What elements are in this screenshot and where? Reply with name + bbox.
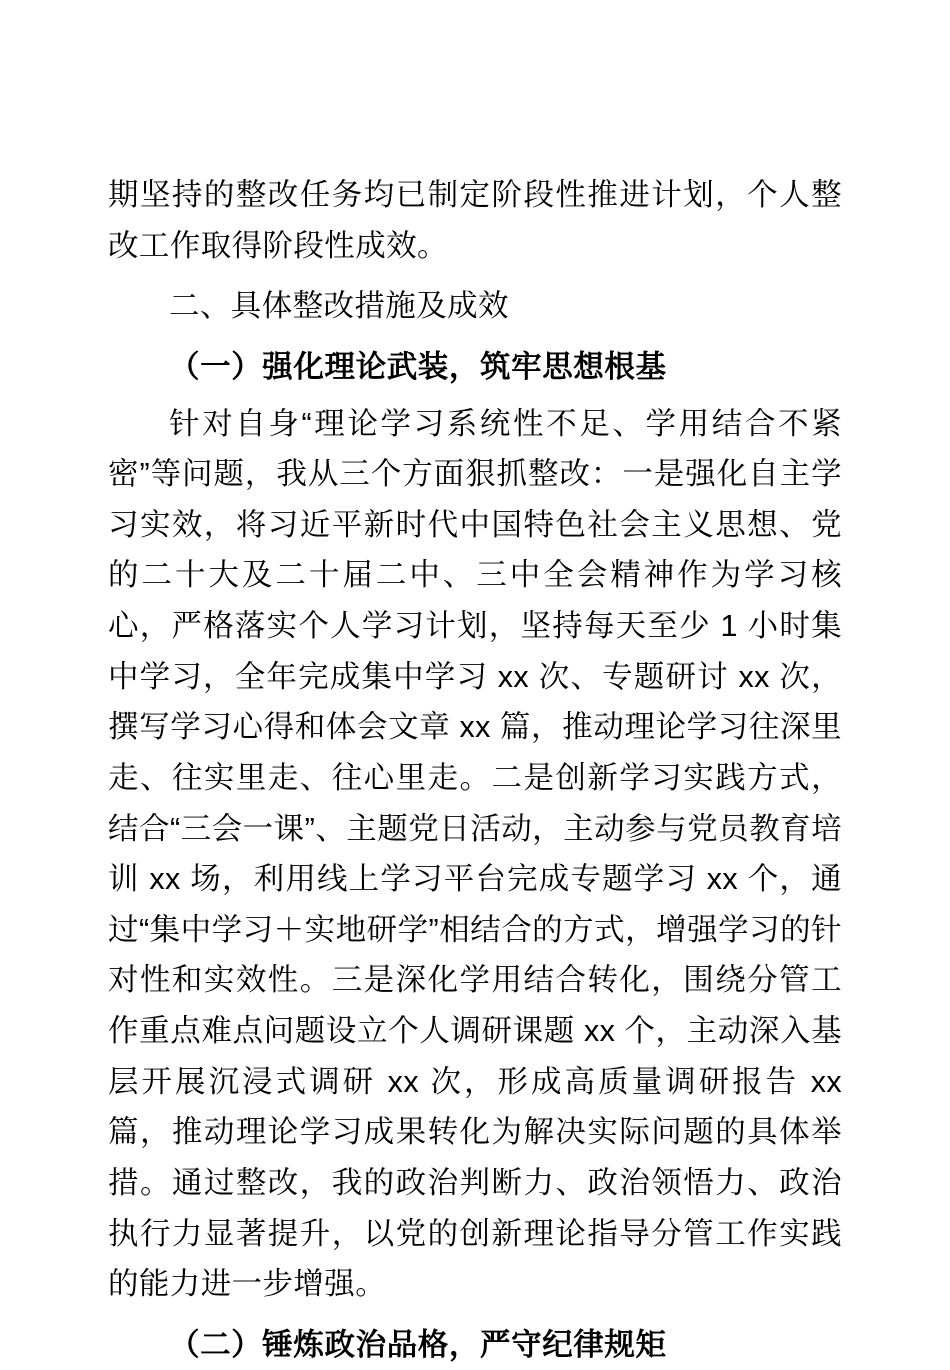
subsection-one-title: （一）强化理论武装，筑牢思想根基 <box>169 349 667 384</box>
subsection-one-body: 针对自身“理论学习系统性不足、学用结合不紧密”等问题，我从三个方面狠抓整改：一是强化自主学习实效，将习近平新时代中国特色社会主义思想、党的二十大及二十届二中、三中全会精神作为学习核心，严格落实个人学习计划，坚持每天至少 1 小时集中学习，全年完成集中学习 xx 次、专题研讨 xx 次，撰写学习心得和体会文章 xx 篇，推动理论学习往深里走、往实里走、往心里走。二是创新学习实践方式，结合“三会一课”、主题党日活动，主动参与党员教育培训 xx 场，利用线上学习平台完成专题学习 xx 个，通过“集中学习＋实地研学”相结合的方式，增强学习的针对性和实效性。三是深化学用结合转化，围绕分管工作重点难点问题设立个人调研课题 xx 个，主动深入基层开展沉浸式调研 xx 次，形成高质量调研报告 xx 篇，推动理论学习成果转化为解决实际问题的具体举措。通过整改，我的政治判断力、政治领悟力、政治执行力显著提升，以党的创新理论指导分管工作实践的能力进一步增强。 <box>108 406 842 1302</box>
document-body <box>108 170 842 1370</box>
continued-paragraph: 期坚持的整改任务均已制定阶段性推进计划，个人整改工作取得阶段性成效。 <box>108 178 842 263</box>
section-two-title: 二、具体整改措施及成效 <box>169 289 509 324</box>
subsection-two-title: （二）锤炼政治品格，严守纪律规矩 <box>169 1327 667 1362</box>
